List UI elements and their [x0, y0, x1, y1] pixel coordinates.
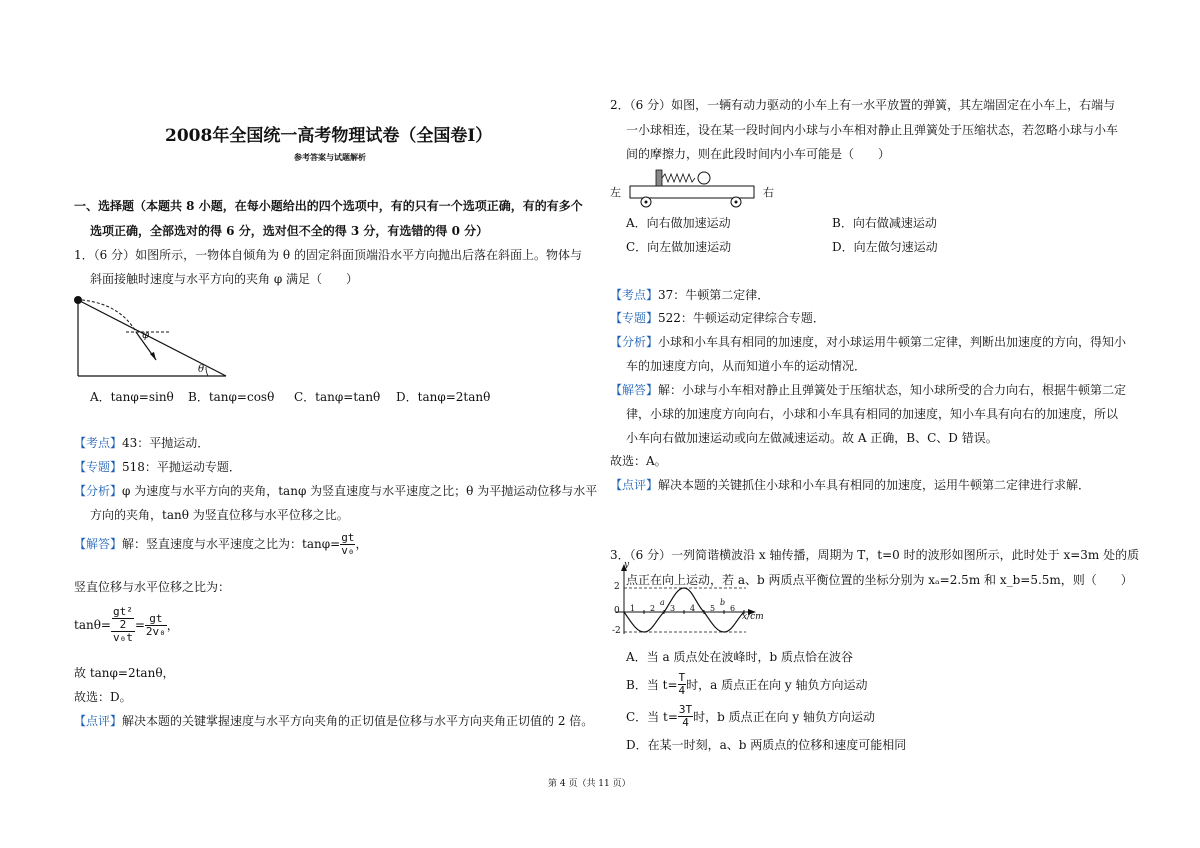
q2-jieda: [610, 381, 1126, 398]
q2-dianping: [610, 476, 1090, 493]
q1-jieda-text1: 解：竖直速度与水平速度之比为：tanφ=: [122, 537, 341, 551]
q3-fig-amp-neg: -2: [612, 626, 621, 636]
q2-fenxi-tag: 【分析】: [610, 335, 659, 349]
q3-option-c-frac: $\frac{3T}{4}$: [678, 703, 693, 729]
q2-kaodian-text: 37：牛顿第二定律．: [658, 288, 770, 302]
q3-stem-line2: 点正在向上运动，若 a、b 两质点平衡位置的坐标分别为 xₐ=2.5m 和 x_b=5.5m，则（ ）: [626, 573, 1133, 587]
q2-jieda-line3: 小车向右做加速运动或向左做减速运动。故 A 正确，B、C、D 错误。: [626, 431, 998, 445]
q2-stem-line1: 2．（6 分）如图，一辆有动力驱动的小车上有一水平放置的弹簧，其左端固定在小车上，右端与: [610, 98, 1116, 112]
q1-answer: 故选：D。: [74, 690, 132, 704]
q2-option-b: B．向右做减速运动: [832, 216, 937, 230]
q3-wave-figure: [610, 562, 760, 642]
q1-stem-line1: 1．（6 分）如图所示，一物体自倾角为 θ 的固定斜面顶端沿水平方向抛出后落在斜面上。物体与: [74, 248, 582, 262]
q3-fig-y-label: y: [624, 560, 630, 570]
q3-fig-point-a: a: [660, 598, 665, 607]
q3-fig-tick-2: 2: [650, 604, 656, 613]
q3-fig-tick-5: 5: [710, 604, 716, 613]
page-subtitle: 参考答案与试题解析: [294, 152, 366, 162]
q3-fig-tick-4: 4: [690, 604, 696, 613]
q1-option-d: D．tanφ=2tanθ: [396, 390, 491, 404]
q3-option-b: B．当 t= $\frac{T}{4}$ 时，a 质点正在向 y 轴负方向运动: [626, 671, 868, 697]
q3-option-b-frac: $\frac{T}{4}$: [678, 671, 686, 697]
q1-kaodian-text: 43：平抛运动．: [122, 436, 210, 450]
q2-zhuanti-tag: 【专题】: [610, 311, 659, 325]
q1-jieda-tag: 【解答】: [74, 537, 123, 551]
q1-fenxi-text1: φ 为速度与水平方向的夹角，tanφ 为竖直速度与水平速度之比；θ 为平抛运动位移与水平: [122, 484, 598, 498]
q1-fig-theta: θ: [198, 364, 205, 375]
q1-zhuanti-text: 518：平抛运动专题．: [122, 460, 241, 474]
page-footer: 第 4 页（共 11 页）: [548, 779, 631, 789]
q2-dianping-tag: 【点评】: [610, 478, 659, 492]
q2-dianping-text: 解决本题的关键抓住小球和小车具有相同的加速度，运用牛顿第二定律进行求解．: [658, 478, 1091, 492]
q1-kaodian-tag: 【考点】: [74, 436, 123, 450]
q1-conclusion: 故 tanφ=2tanθ，: [74, 666, 175, 680]
q1-option-b: B．tanφ=cosθ: [188, 390, 275, 404]
q1-option-c: C．tanφ=tanθ: [294, 390, 381, 404]
q1-zhuanti: [74, 458, 241, 475]
q2-option-a: A．向右做加速运动: [626, 216, 731, 230]
q1-jieda: 【解答】解：竖直速度与水平速度之比为：tanφ= $\frac{gt}{\text{v₀}}$ ，: [74, 531, 368, 557]
q2-jieda-text1: 解：小球与小车相对静止且弹簧处于压缩状态，知小球所受的合力向右，根据牛顿第二定: [658, 383, 1127, 397]
q1-incline-figure: [70, 290, 235, 380]
q3-option-a: A．当 a 质点处在波峰时，b 质点恰在波谷: [626, 650, 853, 664]
q1-fenxi-tag: 【分析】: [74, 484, 123, 498]
q2-fenxi-text1: 小球和小车具有相同的加速度，对小球运用牛顿第二定律，判断出加速度的方向，得知小: [658, 335, 1127, 349]
q1-tan-theta-eq: tanθ= $\frac{\frac{\text{gt²}}{2}}{\text{v₀t}}$ = $\frac{gt}{\text{2v₀}}$ ，: [74, 605, 179, 644]
q3-fig-x-label: x/cm: [742, 612, 764, 622]
q3-fig-tick-1: 1: [630, 604, 636, 613]
q2-fenxi: [610, 333, 1126, 350]
q1-fenxi: [74, 482, 597, 499]
q2-answer: 故选：A。: [610, 454, 667, 468]
q2-fig-right-label: 右: [763, 186, 774, 199]
q2-kaodian-tag: 【考点】: [610, 288, 659, 302]
q2-kaodian: [610, 286, 769, 303]
q1-fig-phi: φ: [142, 330, 150, 341]
q1-fenxi-line2: 方向的夹角，tanθ 为竖直位移与水平位移之比。: [90, 508, 349, 522]
q2-option-c: C．向左做加速运动: [626, 240, 732, 254]
q2-stem-line2: 一小球相连，设在某一段时间内小球与小车相对静止且弹簧处于压缩状态，若忽略小球与小车: [626, 123, 1119, 137]
q2-zhuanti-text: 522：牛顿运动定律综合专题．: [658, 311, 825, 325]
q3-fig-tick-6: 6: [730, 604, 736, 613]
q2-stem-line3: 间的摩擦力，则在此段时间内小车可能是（ ）: [626, 147, 891, 161]
page-title: 2008年全国统一高考物理试卷（全国卷Ⅰ）: [165, 126, 493, 146]
q2-jieda-line2: 律，小球的加速度方向向右，小球和小车具有相同的加速度，知小车具有向右的加速度，所以: [626, 407, 1119, 421]
q1-zhuanti-tag: 【专题】: [74, 460, 123, 474]
q1-dianping-tag: 【点评】: [74, 714, 123, 728]
q2-jieda-tag: 【解答】: [610, 383, 659, 397]
q2-cart-figure: [624, 166, 764, 210]
q3-option-c: C．当 t= $\frac{3T}{4}$ 时，b 质点正在向 y 轴负方向运动: [626, 703, 876, 729]
q1-frac-displacement: $\frac{\frac{\text{gt²}}{2}}{\text{v₀t}}$: [112, 605, 133, 644]
q3-fig-origin: 0: [614, 606, 620, 616]
q2-option-d: D．向左做匀速运动: [832, 240, 938, 254]
q1-frac-result: $\frac{gt}{\text{2v₀}}$: [145, 611, 166, 638]
q3-fig-amp-pos: 2: [614, 582, 620, 592]
q1-dianping: [74, 712, 593, 729]
q1-jieda-line2: 竖直位移与水平位移之比为：: [74, 580, 231, 594]
q2-fenxi-line2: 车的加速度方向，从而知道小车的运动情况．: [626, 359, 867, 373]
q1-stem-line2: 斜面接触时速度与水平方向的夹角 φ 满足（ ）: [90, 272, 359, 286]
q3-option-d: D．在某一时刻，a、b 两质点的位移和速度可能相同: [626, 738, 907, 752]
section-heading-line1: 一、选择题（本题共 8 小题，在每小题给出的四个选项中，有的只有一个选项正确，有的有多个: [74, 199, 583, 213]
q2-fig-left-label: 左: [610, 186, 621, 199]
q3-fig-tick-3: 3: [670, 604, 676, 613]
q1-frac-velocity: $\frac{gt}{\text{v₀}}$: [341, 531, 355, 557]
q3-stem-line1: 3．（6 分）一列简谐横波沿 x 轴传播，周期为 T，t=0 时的波形如图所示，此时处于 x=3m 处的质: [610, 548, 1140, 562]
section-heading-line2: 选项正确，全部选对的得 6 分，选对但不全的得 3 分，有选错的得 0 分）: [90, 224, 489, 238]
q1-kaodian: [74, 434, 209, 451]
q1-dianping-text: 解决本题的关键掌握速度与水平方向夹角的正切值是位移与水平方向夹角正切值的 2 倍。: [122, 714, 594, 728]
q2-zhuanti: [610, 309, 825, 326]
q1-option-a: A．tanφ=sinθ: [90, 390, 174, 404]
q3-fig-point-b: b: [720, 598, 726, 607]
